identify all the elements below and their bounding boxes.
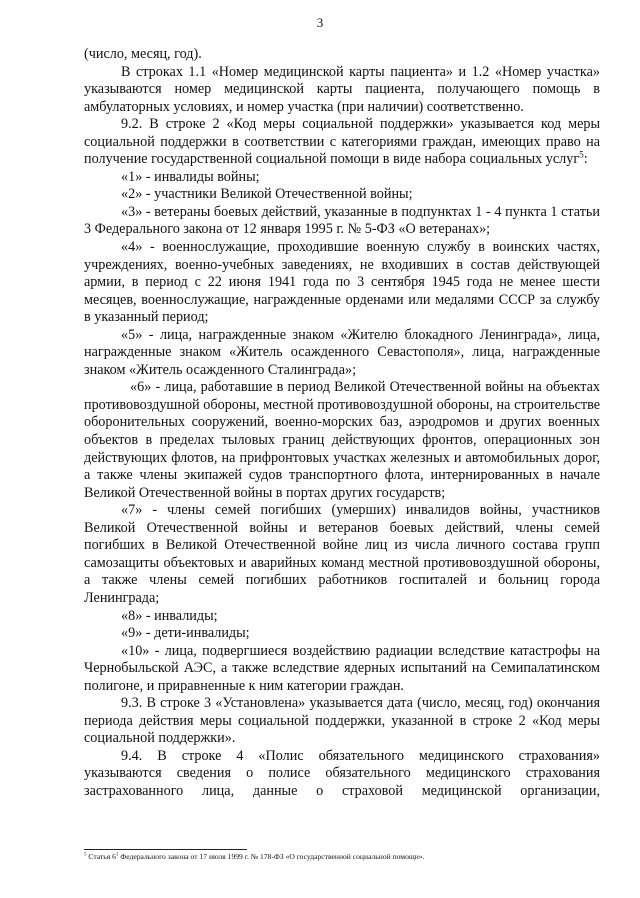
paragraph: В строках 1.1 «Номер медицинской карты пациента» и 1.2 «Номер участка» указываются номер медицинской карты пациента, получающего помощь в амбулаторных условиях, и номер участка (при наличии) соответственно. <box>84 63 600 115</box>
footnote-separator <box>84 849 247 850</box>
list-item: «6» - лица, работавшие в период Великой Отечественной войны на объектах противовоздушной обороны, местной противовоздушной обороны, на строительстве оборонительных сооружений, военно-морских баз, аэродромов и других военных объектов в пределах тыловых границ действующих фронтов, операционных зон действующих флотов, на прифронтовых участках железных и автомобильных дорог, а также члены экипажей судов транспортного флота, интернированных в начале Великой Отечественной войны в портах других государств; <box>84 379 600 501</box>
document-body <box>84 46 600 801</box>
list-item: «2» - участники Великой Отечественной войны; <box>121 186 413 203</box>
list-item: «5» - лица, награжденные знаком «Жителю блокадного Ленинграда», лица, награжденные знаком «Житель осажденного Севастополя», лица, награжденные знаком «Житель осажденного Сталинграда»; <box>84 326 600 378</box>
list-item: «8» - инвалиды; <box>121 607 218 624</box>
paragraph: 9.4. В строке 4 «Полис обязательного медицинского страхования» указываются сведения о полисе обязательного медицинского страхования застрахованного лица, данные о страховой медицинской организации, <box>84 747 600 799</box>
footnote-marker: 5 <box>84 852 87 858</box>
list-item: «10» - лица, подвергшиеся воздействию радиации вследствие катастрофы на Чернобыльской АЭС, а также вследствие ядерных испытаний на Семипалатинском полигоне, и приравненные к ним категории граждан. <box>84 642 600 694</box>
paragraph: 9.2. В строке 2 «Код меры социальной поддержки» указывается код меры социальной поддержки в соответствии с категориями граждан, имеющих право на получение государственной социальной помощи в виде набора социальных услуг$^5$: <box>84 116 600 168</box>
paragraph: 9.3. В строке 3 «Установлена» указывается дата (число, месяц, год) окончания периода действия меры социальной поддержки, указанной в строке 2 «Код меры социальной поддержки». <box>84 695 600 747</box>
footnote: $^5$ Статья $6^1$ Федерального закона от 17 июля 1999 г. № 178-ФЗ «О государственной социальной помощи». <box>84 852 425 861</box>
paragraph: (число, месяц, год). <box>84 46 202 62</box>
footnote-reference: 5 <box>579 149 584 160</box>
list-item: «9» - дети-инвалиды; <box>121 625 250 642</box>
page-number: 3 <box>316 15 324 30</box>
list-item: «3» - ветераны боевых действий, указанные в подпунктах 1 - 4 пункта 1 статьи 3 Федерального закона от 12 января 1995 г. № 5-ФЗ «О ветеранах»; <box>84 203 600 238</box>
list-item: «1» - инвалиды войны; <box>121 168 260 185</box>
list-item: «7» - члены семей погибших (умерших) инвалидов войны, участников Великой Отечественной войны и ветеранов боевых действий, члены семей погибших в Великой Отечественной войне лиц из числа личного состава групп самозащиты объектовых и аварийных команд местной противовоздушной обороны, а также члены семей погибших работников госпиталей и больниц города Ленинграда; <box>84 502 600 606</box>
list-item: «4» - военнослужащие, проходившие военную службу в воинских частях, учреждениях, военно-учебных заведениях, не входивших в состав действующей армии, в период с 22 июня 1941 года по 3 сентября 1945 года не менее шести месяцев, военнослужащие, награжденные орденами или медалями СССР за службу в указанный период; <box>84 239 600 326</box>
